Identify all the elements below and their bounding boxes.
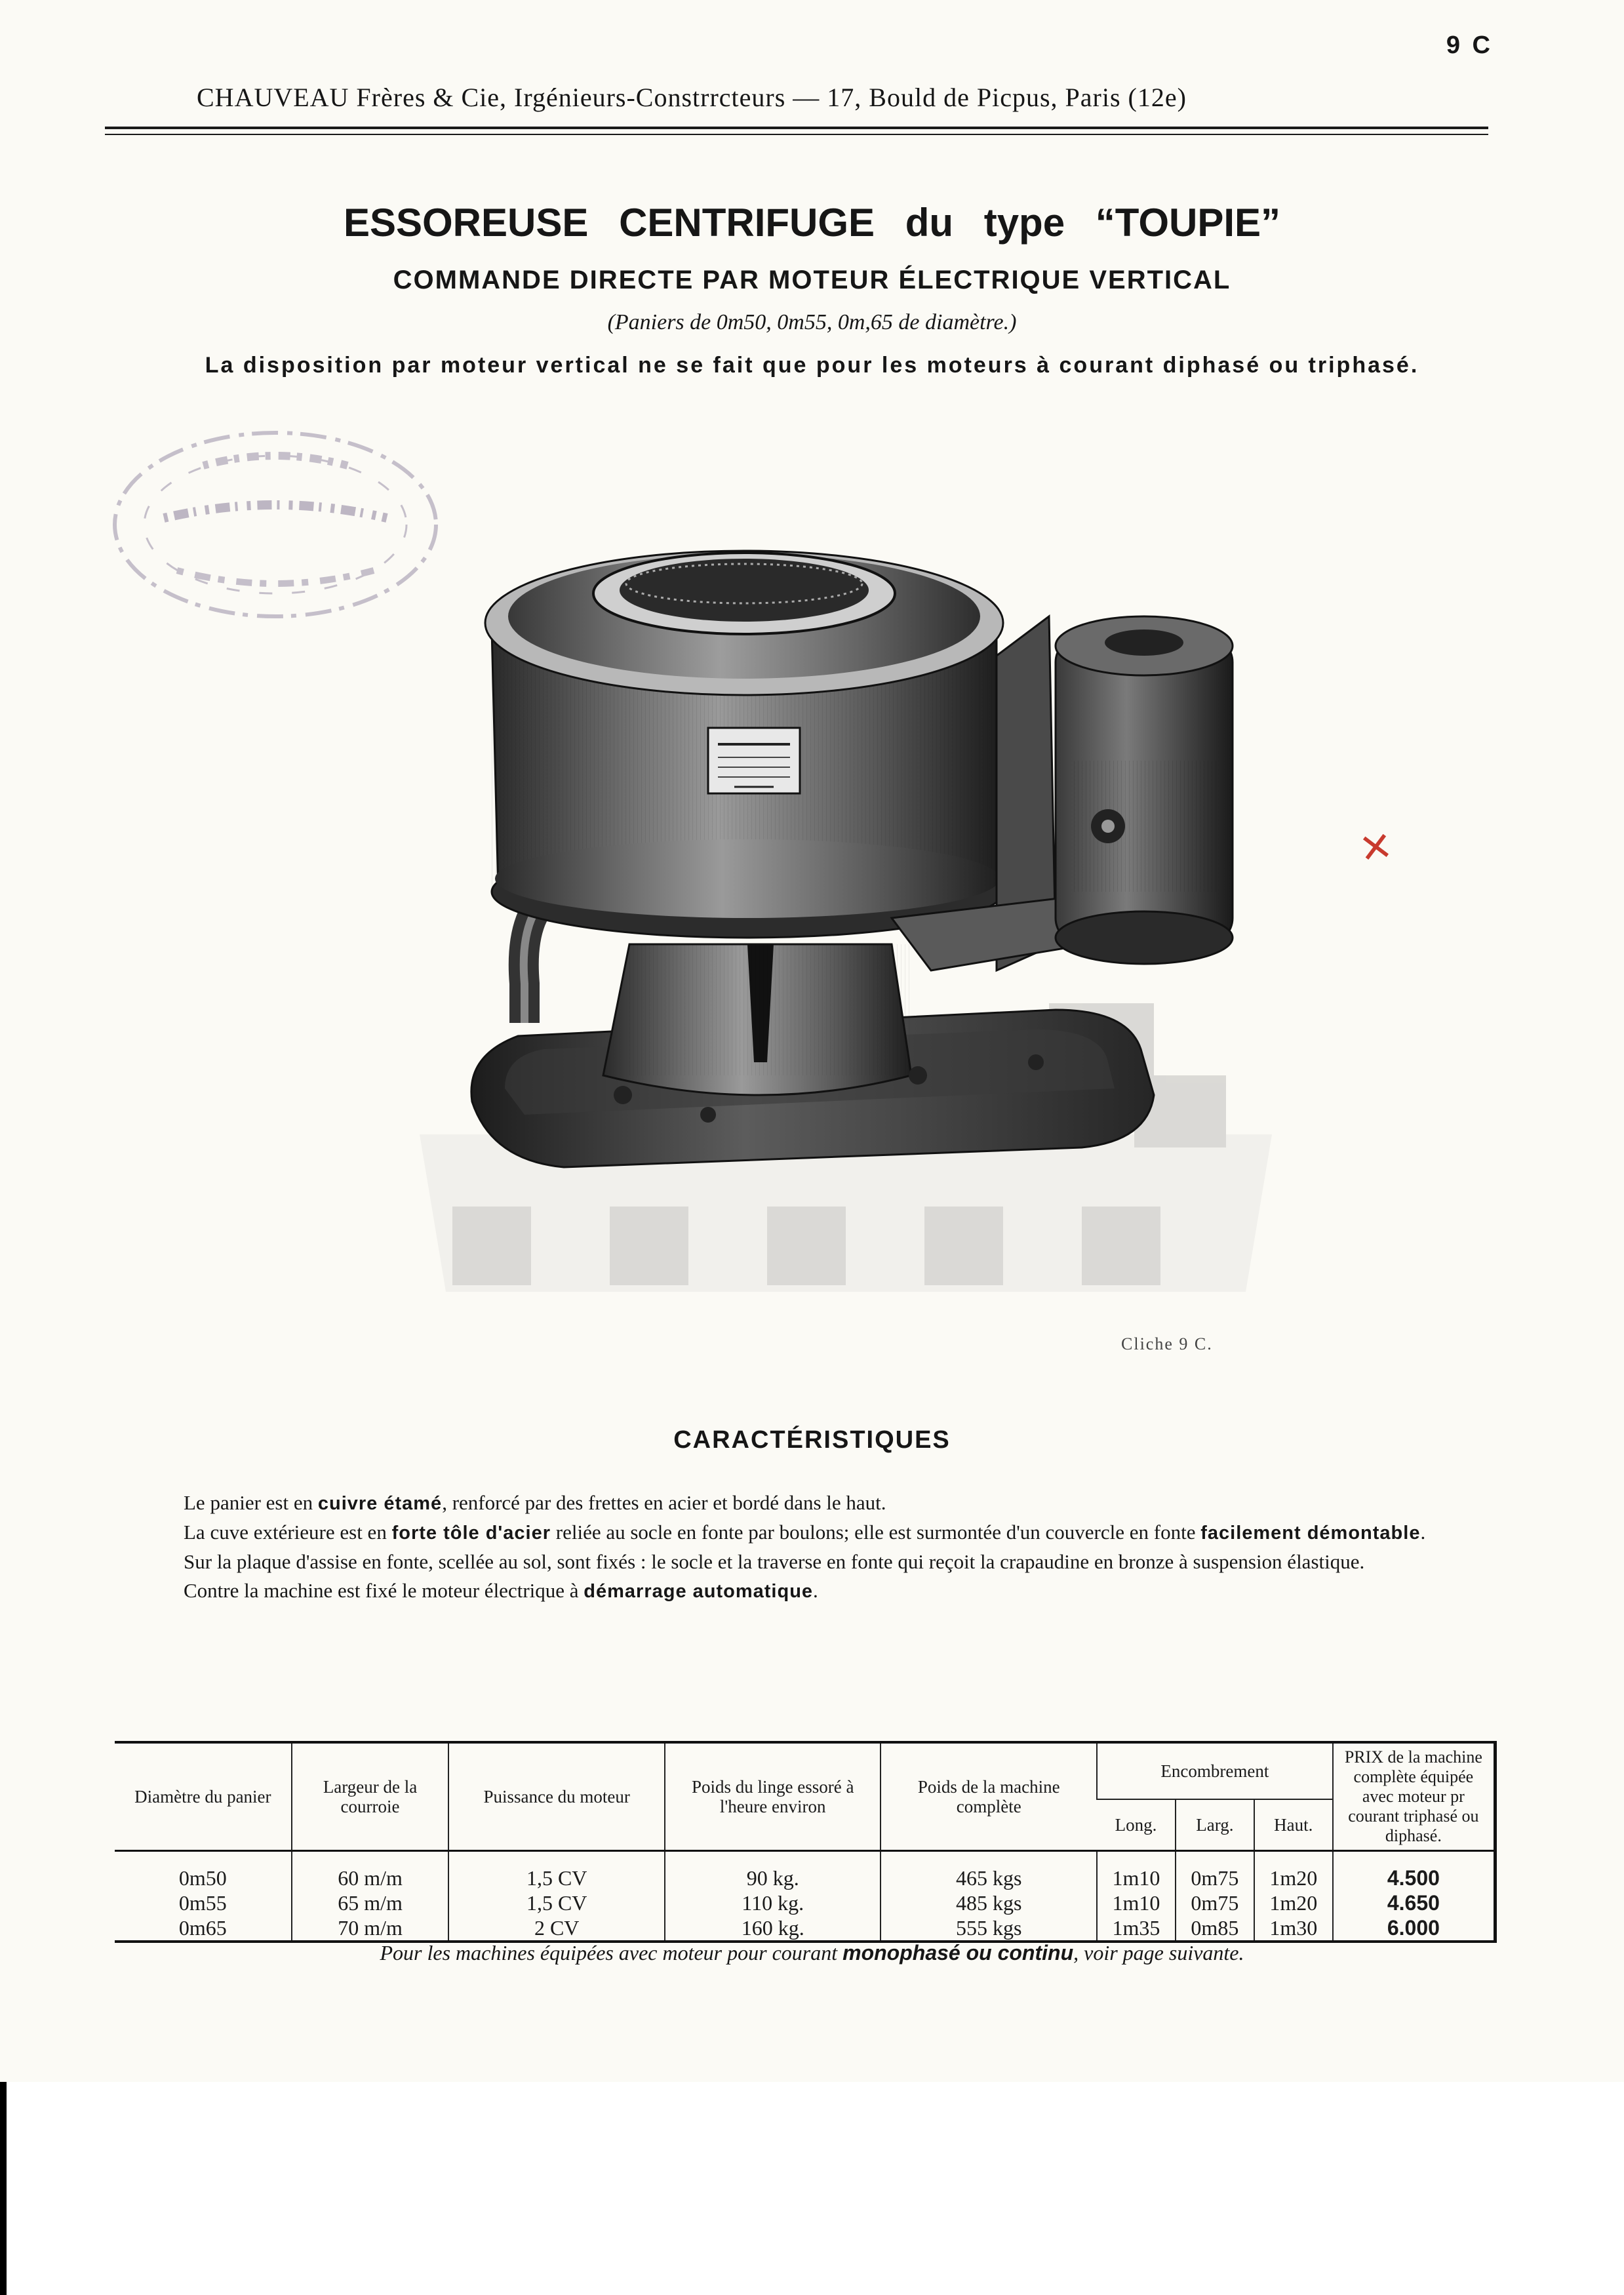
- cell-diameter: 0m55: [178, 1891, 227, 1915]
- col-belt: Largeur de la courroie: [292, 1742, 449, 1851]
- cell-belt: 60 m/m: [292, 1851, 449, 1891]
- image-caption: Cliche 9 C.: [1121, 1334, 1213, 1353]
- table-row: [115, 1915, 1495, 1942]
- col-diameter: Diamètre du panier: [134, 1787, 271, 1806]
- header-rule-thin: [105, 134, 1488, 135]
- cell-price: 4.650: [1333, 1890, 1495, 1915]
- cell-weight: 485 kgs: [881, 1890, 1097, 1915]
- col-width: Larg.: [1176, 1799, 1254, 1850]
- cell-height: 1m20: [1254, 1851, 1333, 1891]
- cell-linen: 90 kg.: [665, 1851, 881, 1891]
- cell-linen: 160 kg.: [665, 1915, 881, 1942]
- document-title: ESSOREUSE CENTRIFUGE du type “TOUPIE”: [343, 201, 1281, 245]
- characteristics-text: [111, 1488, 1498, 1606]
- document-subtitle: COMMANDE DIRECTE PAR MOTEUR ÉLECTRIQUE VERTICAL: [393, 266, 1231, 294]
- cell-width: 0m75: [1176, 1890, 1254, 1915]
- col-power: Puissance du moteur: [448, 1742, 665, 1851]
- header-rule: [105, 127, 1488, 129]
- cell-diameter: 0m65: [178, 1916, 227, 1940]
- cell-width: 0m85: [1176, 1915, 1254, 1942]
- col-linen: Poids du linge essoré à l'heure environ: [665, 1742, 881, 1851]
- section-title: CARACTÉRISTIQUES: [673, 1426, 951, 1454]
- cell-height: 1m30: [1254, 1915, 1333, 1942]
- cell-length: 1m10: [1097, 1851, 1176, 1891]
- col-price: PRIX de la machine complète équipée avec moteur pr courant triphasé ou diphasé.: [1333, 1742, 1495, 1851]
- page-number: 9 C: [1446, 31, 1493, 59]
- cell-diameter: 0m50: [178, 1866, 227, 1890]
- paragraph-basket: Le panier est en cuivre étamé, renforcé par des frettes en acier et bordé dans le haut.: [184, 1491, 886, 1514]
- scan-edge-bar: [0, 2082, 7, 2295]
- centrifuge-illustration: [393, 485, 1298, 1311]
- table-row: [115, 1851, 1495, 1891]
- footnote: Pour les machines équipées avec moteur pour courant monophasé ou continu, voir page suivante.: [380, 1941, 1244, 1965]
- col-height: Haut.: [1254, 1799, 1333, 1850]
- cell-linen: 110 kg.: [665, 1890, 881, 1915]
- cell-price: 4.500: [1333, 1851, 1495, 1891]
- cell-belt: 70 m/m: [292, 1915, 449, 1942]
- paragraph-tank: La cuve extérieure est en forte tôle d'acier reliée au socle en fonte par boulons; elle est surmontée d'un couvercle en fonte facilement démontable.: [184, 1521, 1426, 1544]
- cell-power: 1,5 CV: [448, 1851, 665, 1891]
- letterhead: CHAUVEAU Frères & Cie, Irgénieurs-Constrrcteurs — 17, Bould de Picpus, Paris (12e): [197, 83, 1187, 112]
- cell-weight: 555 kgs: [881, 1915, 1097, 1942]
- cell-length: 1m10: [1097, 1890, 1176, 1915]
- paragraph-base-plate: Sur la plaque d'assise en fonte, scellée au sol, sont fixés : le socle et la traverse en fonte qui reçoit la crapaudine en bronze à suspension élastique.: [184, 1550, 1365, 1573]
- paragraph-motor: Contre la machine est fixé le moteur électrique à démarrage automatique.: [184, 1579, 818, 1602]
- cell-power: 1,5 CV: [448, 1890, 665, 1915]
- table-row: [115, 1890, 1495, 1915]
- red-x-mark: ×: [1356, 815, 1395, 877]
- col-dimensions: Encombrement: [1097, 1742, 1333, 1799]
- cell-belt: 65 m/m: [292, 1890, 449, 1915]
- cell-power: 2 CV: [448, 1915, 665, 1942]
- cell-width: 0m75: [1176, 1851, 1254, 1891]
- cell-weight: 465 kgs: [881, 1851, 1097, 1891]
- baskets-note: (Paniers de 0m50, 0m55, 0m,65 de diamètre.): [607, 310, 1017, 334]
- cell-price: 6.000: [1333, 1915, 1495, 1942]
- specifications-table: [115, 1741, 1497, 1943]
- cell-length: 1m35: [1097, 1915, 1176, 1942]
- col-weight: Poids de la machine complète: [881, 1742, 1097, 1851]
- col-length: Long.: [1097, 1799, 1176, 1850]
- scan-margin: [0, 2082, 1624, 2295]
- disposition-note: La disposition par moteur vertical ne se fait que pour les moteurs à courant diphasé ou triphasé.: [205, 353, 1419, 378]
- cell-height: 1m20: [1254, 1890, 1333, 1915]
